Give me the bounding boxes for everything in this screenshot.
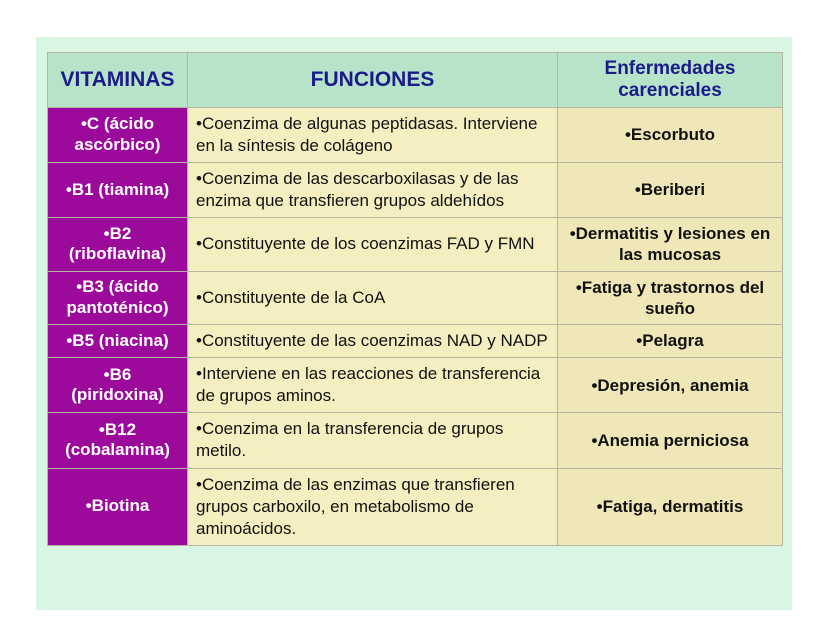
vitamin-name: •C (ácido ascórbico): [48, 107, 188, 162]
vitamin-name: •B3 (ácido pantoténico): [48, 271, 188, 325]
table-header-row: [48, 53, 783, 108]
vitamin-disease: •Fatiga, dermatitis: [558, 468, 783, 545]
table-row: [48, 413, 783, 468]
vitamin-function: •Coenzima de las enzimas que transfieren grupos carboxilo, en metabolismo de aminoácidos.: [188, 468, 558, 545]
vitamin-function: •Constituyente de los coenzimas FAD y FMN: [188, 218, 558, 272]
vitamin-function: •Coenzima de algunas peptidasas. Interviene en la síntesis de colágeno: [188, 107, 558, 162]
vitamin-disease: •Pelagra: [558, 325, 783, 358]
vitamin-name: •Biotina: [48, 468, 188, 545]
vitamin-function: •Constituyente de las coenzimas NAD y NADP: [188, 325, 558, 358]
vitamin-disease: •Dermatitis y lesiones en las mucosas: [558, 218, 783, 272]
vitamin-function: •Constituyente de la CoA: [188, 271, 558, 325]
table-row: [48, 218, 783, 272]
table-row: [48, 358, 783, 413]
vitamins-table: [47, 52, 783, 546]
header-cell-vitamins: VITAMINAS: [48, 53, 188, 108]
table-row: [48, 325, 783, 358]
vitamin-disease: •Anemia perniciosa: [558, 413, 783, 468]
vitamin-name: •B5 (niacina): [48, 325, 188, 358]
vitamin-name: •B6 (piridoxina): [48, 358, 188, 413]
table-row: [48, 162, 783, 217]
table-row: [48, 107, 783, 162]
vitamin-name: •B12 (cobalamina): [48, 413, 188, 468]
vitamin-disease: •Beriberi: [558, 162, 783, 217]
vitamin-function: •Interviene en las reacciones de transferencia de grupos aminos.: [188, 358, 558, 413]
vitamin-function: •Coenzima de las descarboxilasas y de las enzima que transfieren grupos aldehídos: [188, 162, 558, 217]
vitamin-name: •B2 (riboflavina): [48, 218, 188, 272]
header-cell-diseases: Enfermedades carenciales: [558, 53, 783, 108]
vitamins-table-container: [47, 52, 782, 582]
vitamin-function: •Coenzima en la transferencia de grupos metilo.: [188, 413, 558, 468]
vitamin-disease: •Depresión, anemia: [558, 358, 783, 413]
vitamin-disease: •Escorbuto: [558, 107, 783, 162]
table-row: [48, 468, 783, 545]
vitamin-disease: •Fatiga y trastornos del sueño: [558, 271, 783, 325]
vitamin-name: •B1 (tiamina): [48, 162, 188, 217]
table-row: [48, 271, 783, 325]
header-cell-functions: FUNCIONES: [188, 53, 558, 108]
